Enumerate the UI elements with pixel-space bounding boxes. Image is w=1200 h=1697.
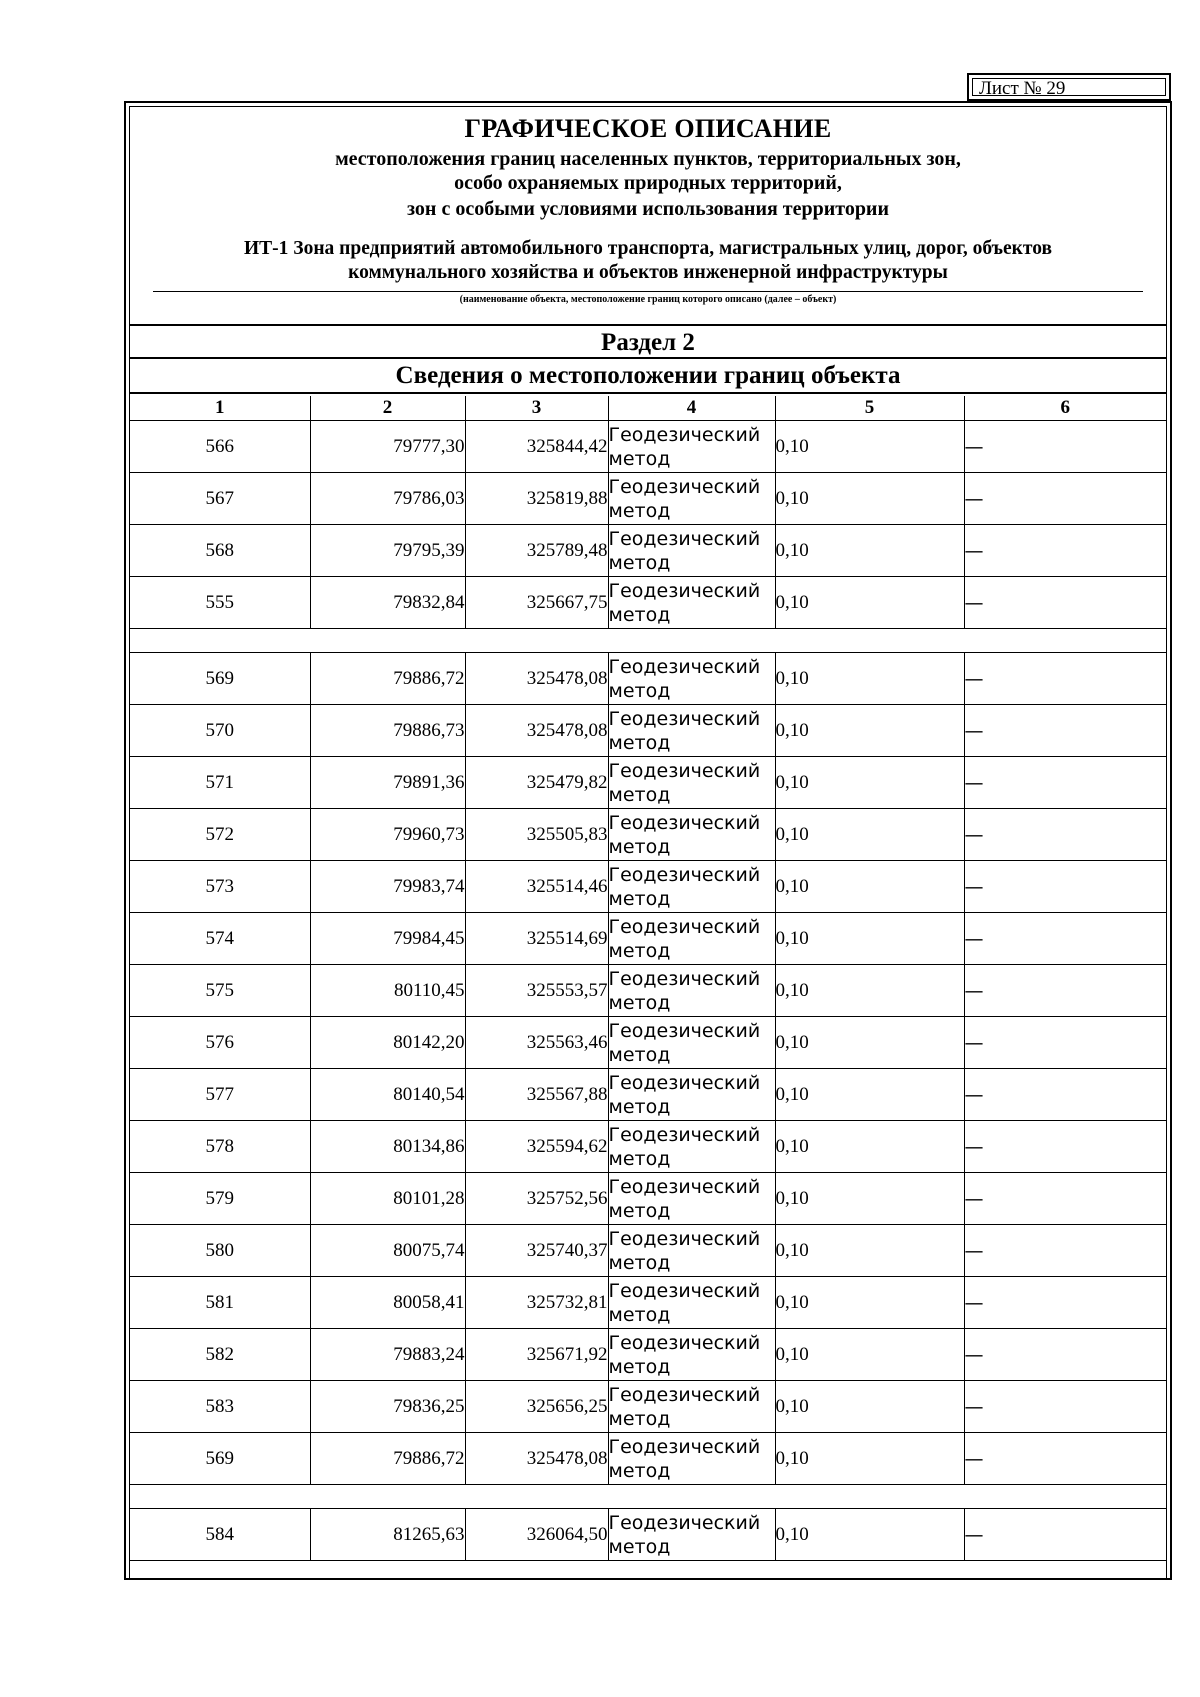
object-underline [153,291,1143,292]
accuracy-cell: 0,10 [775,757,964,809]
point-number-cell: 566 [130,421,310,473]
accuracy-cell: 0,10 [775,473,964,525]
separator-cell [130,629,1166,653]
method-line-2: метод [608,1535,671,1558]
method-cell [608,757,775,809]
method-cell [608,1277,775,1329]
point-number-cell: 581 [130,1277,310,1329]
accuracy-cell: 0,10 [775,1173,964,1225]
x-coordinate-cell: 80140,54 [310,1069,465,1121]
method-cell [608,1381,775,1433]
table-row [130,913,1166,965]
point-number-cell: 576 [130,1017,310,1069]
section-title: Раздел 2 [130,326,1166,359]
y-coordinate-cell: 325732,81 [465,1277,608,1329]
accuracy-cell: 0,10 [775,1509,964,1561]
point-number-cell: 569 [130,1433,310,1485]
table-row [130,1433,1166,1485]
coordinates-table [130,396,1166,1561]
y-coordinate-cell: 325671,92 [465,1329,608,1381]
y-coordinate-cell: 325478,08 [465,705,608,757]
method-cell [608,525,775,577]
y-coordinate-cell: 325567,88 [465,1069,608,1121]
table-body [130,421,1166,1561]
x-coordinate-cell: 79836,25 [310,1381,465,1433]
y-coordinate-cell: 325514,69 [465,913,608,965]
method-line-2: метод [608,679,671,702]
point-number-cell: 568 [130,525,310,577]
method-cell [608,1173,775,1225]
table-row [130,1277,1166,1329]
method-line-2: метод [608,1199,671,1222]
table-row [130,653,1166,705]
method-cell [608,1225,775,1277]
x-coordinate-cell: 79777,30 [310,421,465,473]
method-cell [608,913,775,965]
x-coordinate-cell: 79983,74 [310,861,465,913]
accuracy-cell: 0,10 [775,1017,964,1069]
point-number-cell: 571 [130,757,310,809]
method-line-1: Геодезический [608,655,761,678]
document-title: ГРАФИЧЕСКОЕ ОПИСАНИЕ [464,114,832,143]
description-cell: — [964,577,1166,629]
method-cell [608,1433,775,1485]
column-header: 2 [310,396,465,421]
method-line-1: Геодезический [608,915,761,938]
document-frame-inner [129,106,1167,1578]
accuracy-cell: 0,10 [775,809,964,861]
x-coordinate-cell: 79883,24 [310,1329,465,1381]
method-line-2: метод [608,1095,671,1118]
table-row [130,1173,1166,1225]
description-cell: — [964,1433,1166,1485]
point-number-cell: 570 [130,705,310,757]
method-line-2: метод [608,1147,671,1170]
method-line-1: Геодезический [608,1435,761,1458]
method-line-1: Геодезический [608,1175,761,1198]
contour-separator-row [130,1485,1166,1509]
object-note: (наименование объекта, местоположение границ которого описано (далее – объект) [459,294,837,305]
sheet-number-box [967,73,1171,101]
subtitle-line-1: местоположения границ населенных пунктов, территориальных зон, [335,148,961,170]
x-coordinate-cell: 80058,41 [310,1277,465,1329]
method-line-2: метод [608,1355,671,1378]
point-number-cell: 569 [130,653,310,705]
object-name-line-2: коммунального хозяйства и объектов инженерной инфраструктуры [348,262,948,283]
method-cell [608,577,775,629]
method-line-2: метод [608,1407,671,1430]
method-line-1: Геодезический [608,1511,761,1534]
x-coordinate-cell: 79795,39 [310,525,465,577]
x-coordinate-cell: 79786,03 [310,473,465,525]
table-row [130,809,1166,861]
y-coordinate-cell: 325667,75 [465,577,608,629]
separator-cell [130,1485,1166,1509]
method-cell [608,1329,775,1381]
description-cell: — [964,1277,1166,1329]
column-header: 5 [775,396,964,421]
description-cell: — [964,757,1166,809]
method-cell [608,705,775,757]
document-header [130,107,1166,326]
x-coordinate-cell: 79886,72 [310,1433,465,1485]
table-row [130,861,1166,913]
x-coordinate-cell: 79886,72 [310,653,465,705]
x-coordinate-cell: 80101,28 [310,1173,465,1225]
accuracy-cell: 0,10 [775,577,964,629]
accuracy-cell: 0,10 [775,1225,964,1277]
table-row [130,965,1166,1017]
x-coordinate-cell: 79891,36 [310,757,465,809]
description-cell: — [964,861,1166,913]
method-line-1: Геодезический [608,759,761,782]
y-coordinate-cell: 325752,56 [465,1173,608,1225]
table-row [130,473,1166,525]
table-row [130,525,1166,577]
description-cell: — [964,965,1166,1017]
method-cell [608,421,775,473]
table-row [130,577,1166,629]
accuracy-cell: 0,10 [775,1433,964,1485]
y-coordinate-cell: 325819,88 [465,473,608,525]
method-line-1: Геодезический [608,1123,761,1146]
method-line-2: метод [608,1251,671,1274]
description-cell: — [964,421,1166,473]
point-number-cell: 584 [130,1509,310,1561]
accuracy-cell: 0,10 [775,525,964,577]
method-line-1: Геодезический [608,527,761,550]
y-coordinate-cell: 325844,42 [465,421,608,473]
point-number-cell: 577 [130,1069,310,1121]
section-subtitle: Сведения о местоположении границ объекта [130,359,1166,394]
method-line-1: Геодезический [608,475,761,498]
point-number-cell: 573 [130,861,310,913]
description-cell: — [964,525,1166,577]
table-row [130,421,1166,473]
description-cell: — [964,1381,1166,1433]
column-header: 3 [465,396,608,421]
description-cell: — [964,705,1166,757]
point-number-cell: 572 [130,809,310,861]
description-cell: — [964,913,1166,965]
column-header: 4 [608,396,775,421]
method-line-2: метод [608,835,671,858]
method-cell [608,1509,775,1561]
method-line-1: Геодезический [608,1383,761,1406]
subtitle-line-2: особо охраняемых природных территорий, [454,172,842,194]
x-coordinate-cell: 80134,86 [310,1121,465,1173]
method-cell [608,809,775,861]
accuracy-cell: 0,10 [775,1329,964,1381]
method-line-2: метод [608,939,671,962]
description-cell: — [964,1225,1166,1277]
accuracy-cell: 0,10 [775,705,964,757]
y-coordinate-cell: 325514,46 [465,861,608,913]
x-coordinate-cell: 79832,84 [310,577,465,629]
column-header: 6 [964,396,1166,421]
method-line-2: метод [608,887,671,910]
method-line-2: метод [608,603,671,626]
point-number-cell: 580 [130,1225,310,1277]
accuracy-cell: 0,10 [775,861,964,913]
point-number-cell: 579 [130,1173,310,1225]
method-line-2: метод [608,499,671,522]
y-coordinate-cell: 326064,50 [465,1509,608,1561]
object-name-line-1: ИТ-1 Зона предприятий автомобильного транспорта, магистральных улиц, дорог, объектов [243,238,1052,259]
method-line-1: Геодезический [608,1227,761,1250]
description-cell: — [964,1173,1166,1225]
x-coordinate-cell: 79984,45 [310,913,465,965]
accuracy-cell: 0,10 [775,1277,964,1329]
table-row [130,1017,1166,1069]
table-row [130,757,1166,809]
y-coordinate-cell: 325478,08 [465,1433,608,1485]
y-coordinate-cell: 325563,46 [465,1017,608,1069]
table-row [130,1381,1166,1433]
description-cell: — [964,809,1166,861]
method-line-2: метод [608,1043,671,1066]
method-cell [608,861,775,913]
method-line-1: Геодезический [608,863,761,886]
table-row [130,1329,1166,1381]
description-cell: — [964,1069,1166,1121]
table-header-row [130,396,1166,421]
subtitle-line-3: зон с особыми условиями использования территории [407,198,889,220]
method-cell [608,1121,775,1173]
y-coordinate-cell: 325656,25 [465,1381,608,1433]
method-line-2: метод [608,991,671,1014]
y-coordinate-cell: 325594,62 [465,1121,608,1173]
x-coordinate-cell: 81265,63 [310,1509,465,1561]
y-coordinate-cell: 325479,82 [465,757,608,809]
method-line-1: Геодезический [608,1331,761,1354]
y-coordinate-cell: 325553,57 [465,965,608,1017]
y-coordinate-cell: 325505,83 [465,809,608,861]
description-cell: — [964,473,1166,525]
method-line-1: Геодезический [608,967,761,990]
point-number-cell: 578 [130,1121,310,1173]
method-line-1: Геодезический [608,1279,761,1302]
y-coordinate-cell: 325740,37 [465,1225,608,1277]
point-number-cell: 582 [130,1329,310,1381]
accuracy-cell: 0,10 [775,965,964,1017]
accuracy-cell: 0,10 [775,421,964,473]
description-cell: — [964,653,1166,705]
method-cell [608,965,775,1017]
accuracy-cell: 0,10 [775,1069,964,1121]
x-coordinate-cell: 79960,73 [310,809,465,861]
y-coordinate-cell: 325789,48 [465,525,608,577]
method-cell [608,1017,775,1069]
table-row [130,1225,1166,1277]
accuracy-cell: 0,10 [775,1381,964,1433]
method-line-1: Геодезический [608,423,761,446]
method-line-1: Геодезический [608,1071,761,1094]
method-cell [608,473,775,525]
point-number-cell: 567 [130,473,310,525]
description-cell: — [964,1017,1166,1069]
method-line-2: метод [608,447,671,470]
method-line-1: Геодезический [608,707,761,730]
table-row [130,1509,1166,1561]
table-row [130,705,1166,757]
table-row [130,1069,1166,1121]
accuracy-cell: 0,10 [775,1121,964,1173]
y-coordinate-cell: 325478,08 [465,653,608,705]
point-number-cell: 555 [130,577,310,629]
x-coordinate-cell: 79886,73 [310,705,465,757]
point-number-cell: 583 [130,1381,310,1433]
method-line-1: Геодезический [608,811,761,834]
accuracy-cell: 0,10 [775,913,964,965]
method-line-2: метод [608,1303,671,1326]
x-coordinate-cell: 80075,74 [310,1225,465,1277]
column-header: 1 [130,396,310,421]
point-number-cell: 575 [130,965,310,1017]
accuracy-cell: 0,10 [775,653,964,705]
method-line-2: метод [608,1459,671,1482]
method-cell [608,653,775,705]
description-cell: — [964,1329,1166,1381]
contour-separator-row [130,629,1166,653]
method-line-1: Геодезический [608,579,761,602]
sheet-number: Лист № 29 [972,78,1166,96]
x-coordinate-cell: 80142,20 [310,1017,465,1069]
method-line-2: метод [608,783,671,806]
document-frame [124,101,1172,1580]
table-row [130,1121,1166,1173]
method-line-2: метод [608,551,671,574]
method-line-2: метод [608,731,671,754]
x-coordinate-cell: 80110,45 [310,965,465,1017]
method-line-1: Геодезический [608,1019,761,1042]
description-cell: — [964,1509,1166,1561]
description-cell: — [964,1121,1166,1173]
method-cell [608,1069,775,1121]
point-number-cell: 574 [130,913,310,965]
